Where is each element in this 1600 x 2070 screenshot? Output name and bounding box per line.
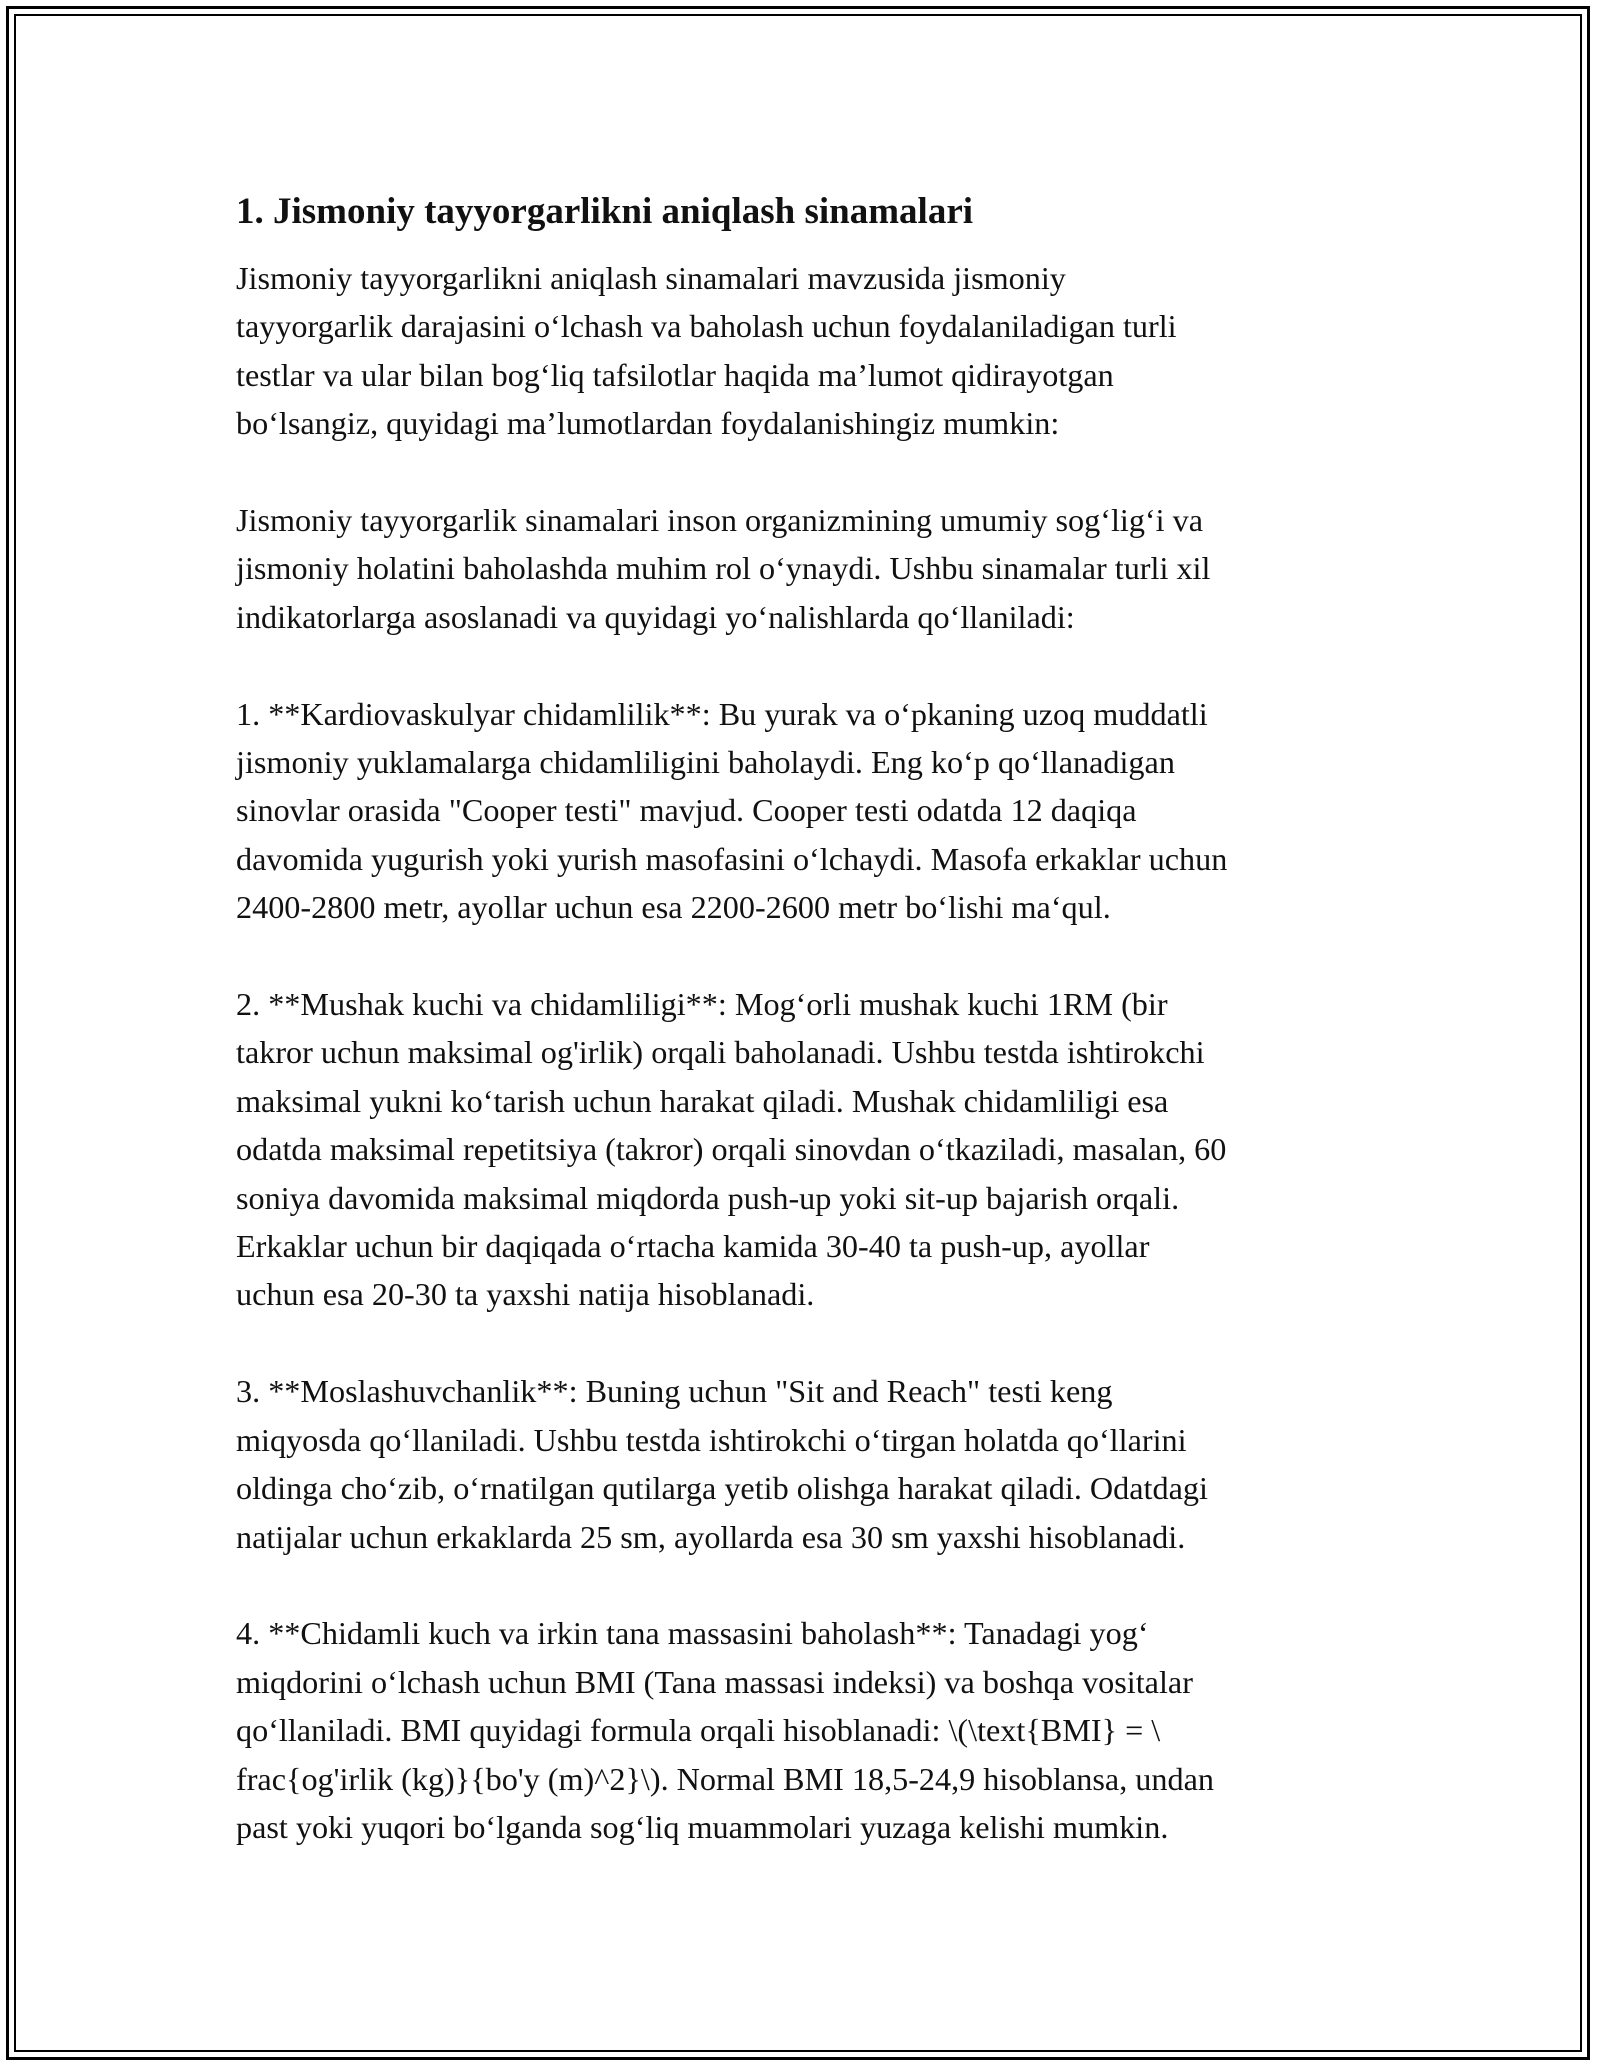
body-mass-paragraph: 4. **Chidamli kuch va irkin tana massasini baholash**: Tanadagi yog‘ miqdorini o‘lchash uchun BMI (Tana massasi indeksi) va boshqa vositalar qo‘llaniladi. BMI quyidagi formula orqali hisoblanadi: \(\text{BMI} = \ frac{og'irlik (kg)}{bo'y (m)^2}\). Normal BMI 18,5-24,9 hisoblansa, undan past yoki yuqori bo‘lganda sog‘liq muammolari yuzaga kelishi mumkin. [236, 1615, 1214, 1845]
document-body [236, 188, 1376, 1900]
cardio-endurance-paragraph: 1. **Kardiovaskulyar chidamlilik**: Bu yurak va o‘pkaning uzoq muddatli jismoniy yuklamalarga chidamliligini baholaydi. Eng ko‘p qo‘llanadigan sinovlar orasida "Cooper testi" mavjud. Cooper testi odatda 12 daqiqa davomida yugurish yoki yurish masofasini o‘lchaydi. Masofa erkaklar uchun 2400-2800 metr, ayollar uchun esa 2200-2600 metr bo‘lishi ma‘qul. [236, 695, 1228, 926]
section-heading: 1. Jismoniy tayyorgarlikni aniqlash sinamalari [236, 191, 974, 232]
intro-paragraph: Jismoniy tayyorgarlikni aniqlash sinamalari mavzusida jismoniy tayyorgarlik darajasini o‘lchash va baholash uchun foydalaniladigan turli testlar va ular bilan bog‘liq tafsilotlar haqida ma’lumot qidirayotgan bo‘lsangiz, quyidagi ma’lumotlardan foydalanishingiz mumkin: [236, 260, 1177, 442]
overview-paragraph: Jismoniy tayyorgarlik sinamalari inson organizmining umumiy sog‘lig‘i va jismoniy holatini baholashda muhim rol o‘ynaydi. Ushbu sinamalar turli xil indikatorlarga asoslanadi va quyidagi yo‘nalishlarda qo‘llaniladi: [236, 502, 1211, 635]
muscle-strength-paragraph: 2. **Mushak kuchi va chidamliligi**: Mog‘orli mushak kuchi 1RM (bir takror uchun maksimal og'irlik) orqali baholanadi. Ushbu testda ishtirokchi maksimal yukni ko‘tarish uchun harakat qiladi. Mushak chidamliligi esa odatda maksimal repetitsiya (takror) orqali sinovdan o‘tkaziladi, masalan, 60 soniya davomida maksimal miqdorda push-up yoki sit-up bajarish orqali. Erkaklar uchun bir daqiqada o‘rtacha kamida 30-40 ta push-up, ayollar uchun esa 20-30 ta yaxshi natija hisoblanadi. [236, 986, 1227, 1313]
flexibility-paragraph: 3. **Moslashuvchanlik**: Buning uchun "Sit and Reach" testi keng miqyosda qo‘llaniladi. Ushbu testda ishtirokchi o‘tirgan holatda qo‘llarini oldinga cho‘zib, o‘rnatilgan qutilarga yetib olishga harakat qiladi. Odatdagi natijalar uchun erkaklarda 25 sm, ayollarda esa 30 sm yaxshi hisoblanadi. [236, 1373, 1208, 1555]
